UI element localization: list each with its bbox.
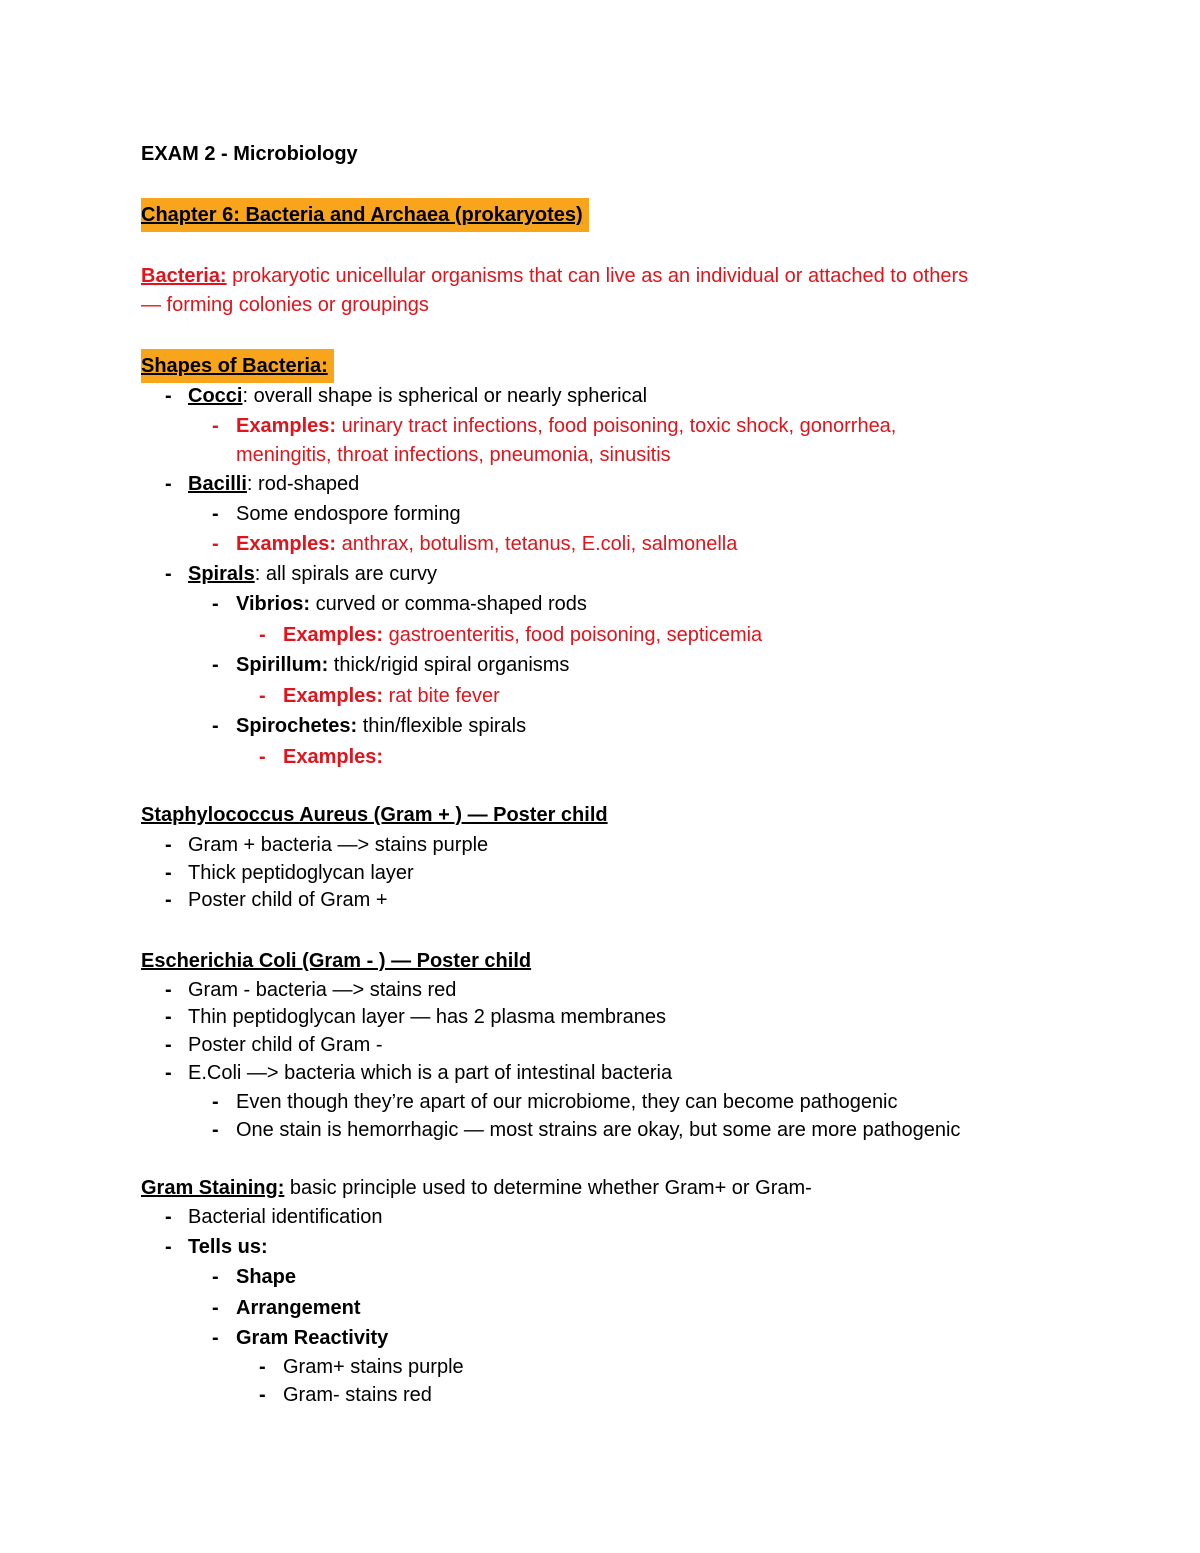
bullet-dash: - (212, 503, 219, 525)
vibrios-examples (283, 623, 762, 647)
bullet-dash: - (165, 1206, 172, 1228)
bullet-dash: - (165, 1034, 172, 1056)
spirillum-examples (283, 684, 500, 708)
vibrios-term: Vibrios: (236, 593, 311, 615)
bullet-dash: - (259, 624, 266, 646)
cocci-item (188, 384, 647, 408)
bacilli-desc: : rod-shaped (246, 473, 360, 495)
bullet-dash: - (259, 1356, 266, 1378)
chapter-heading-text: Chapter 6: Bacteria and Archaea (prokaryotes) (141, 198, 589, 232)
cocci-term: Cocci (188, 385, 243, 407)
spirals-term: Spirals (188, 563, 255, 585)
vibrios-examples-text: gastroenteritis, food poisoning, septicemia (383, 624, 763, 646)
bullet-dash: - (212, 415, 219, 437)
spirals-item (188, 562, 437, 586)
bullet-dash: - (212, 1119, 219, 1141)
bullet-dash: - (165, 385, 172, 407)
bullet-dash: - (165, 834, 172, 856)
bullet-dash: - (212, 1091, 219, 1113)
bullet-dash: - (212, 715, 219, 737)
list-item: Gram- stains red (283, 1384, 432, 1406)
bullet-dash: - (165, 563, 172, 585)
chapter-heading (141, 203, 589, 227)
cocci-examples-label: Examples: (236, 415, 337, 437)
bullet-dash: - (212, 533, 219, 555)
list-item: Gram Reactivity (236, 1327, 389, 1349)
bullet-dash: - (165, 862, 172, 884)
spirillum-term: Spirillum: (236, 654, 329, 676)
vibrios-item (236, 592, 587, 616)
list-item: Gram + bacteria —> stains purple (188, 834, 489, 856)
bacteria-term: Bacteria: (141, 265, 227, 287)
gram-staining-line (141, 1176, 812, 1200)
staph-heading: Staphylococcus Aureus (Gram + ) — Poster child (141, 804, 608, 826)
bacilli-item (188, 472, 359, 496)
spirillum-desc: thick/rigid spiral organisms (328, 654, 570, 676)
shapes-heading-text: Shapes of Bacteria: (141, 349, 334, 383)
cocci-desc: : overall shape is spherical or nearly spherical (242, 385, 648, 407)
cocci-examples-line1 (236, 414, 896, 438)
bacilli-examples (236, 532, 737, 556)
bacilli-sub-endospore: Some endospore forming (236, 503, 461, 525)
bullet-dash: - (259, 1384, 266, 1406)
list-item: Bacterial identification (188, 1206, 383, 1228)
bullet-dash: - (212, 1327, 219, 1349)
vibrios-desc: curved or comma-shaped rods (310, 593, 587, 615)
bullet-dash: - (165, 889, 172, 911)
bullet-dash: - (165, 1062, 172, 1084)
shapes-heading (141, 354, 334, 378)
spirals-desc: : all spirals are curvy (254, 563, 437, 585)
list-item: Shape (236, 1266, 297, 1288)
bullet-dash: - (165, 979, 172, 1001)
bacteria-definition-line2: — forming colonies or groupings (141, 294, 429, 316)
gram-staining-term: Gram Staining: (141, 1177, 285, 1199)
document-title: EXAM 2 - Microbiology (141, 143, 358, 165)
bacilli-term: Bacilli (188, 473, 247, 495)
list-item: Thin peptidoglycan layer — has 2 plasma membranes (188, 1006, 667, 1028)
bullet-dash: - (212, 654, 219, 676)
bullet-dash: - (259, 746, 266, 768)
spirillum-examples-label: Examples: (283, 685, 384, 707)
bullet-dash: - (165, 1236, 172, 1258)
spirochetes-item (236, 714, 526, 738)
spirillum-examples-text: rat bite fever (383, 685, 500, 707)
cocci-examples-line2: meningitis, throat infections, pneumonia, sinusitis (236, 444, 671, 466)
bacteria-definition-line1 (141, 264, 968, 288)
gram-staining-desc: basic principle used to determine whether Gram+ or Gram- (284, 1177, 812, 1199)
spirochetes-desc: thin/flexible spirals (357, 715, 527, 737)
bacilli-examples-text: anthrax, botulism, tetanus, E.coli, salmonella (336, 533, 738, 555)
list-item: Poster child of Gram - (188, 1034, 383, 1056)
list-item: Thick peptidoglycan layer (188, 862, 414, 884)
bullet-dash: - (212, 1266, 219, 1288)
spirochetes-examples-label: Examples: (283, 746, 384, 768)
bacteria-definition-text: prokaryotic unicellular organisms that can live as an individual or attached to others (226, 265, 969, 287)
bullet-dash: - (212, 1297, 219, 1319)
list-item: One stain is hemorrhagic — most strains are okay, but some are more pathogenic (236, 1119, 961, 1141)
list-item: Arrangement (236, 1297, 361, 1319)
bullet-dash: - (259, 685, 266, 707)
list-item: E.Coli —> bacteria which is a part of intestinal bacteria (188, 1062, 673, 1084)
cocci-examples-text: urinary tract infections, food poisoning, toxic shock, gonorrhea, (336, 415, 897, 437)
ecoli-heading: Escherichia Coli (Gram - ) — Poster child (141, 950, 532, 972)
spirochetes-term: Spirochetes: (236, 715, 358, 737)
vibrios-examples-label: Examples: (283, 624, 384, 646)
tells-us-label: Tells us: (188, 1236, 268, 1258)
bullet-dash: - (165, 1006, 172, 1028)
list-item: Gram - bacteria —> stains red (188, 979, 457, 1001)
spirillum-item (236, 653, 569, 677)
bullet-dash: - (212, 593, 219, 615)
bullet-dash: - (165, 473, 172, 495)
list-item: Even though they’re apart of our microbiome, they can become pathogenic (236, 1091, 898, 1113)
list-item: Poster child of Gram + (188, 889, 388, 911)
list-item: Gram+ stains purple (283, 1356, 464, 1378)
bacilli-examples-label: Examples: (236, 533, 337, 555)
